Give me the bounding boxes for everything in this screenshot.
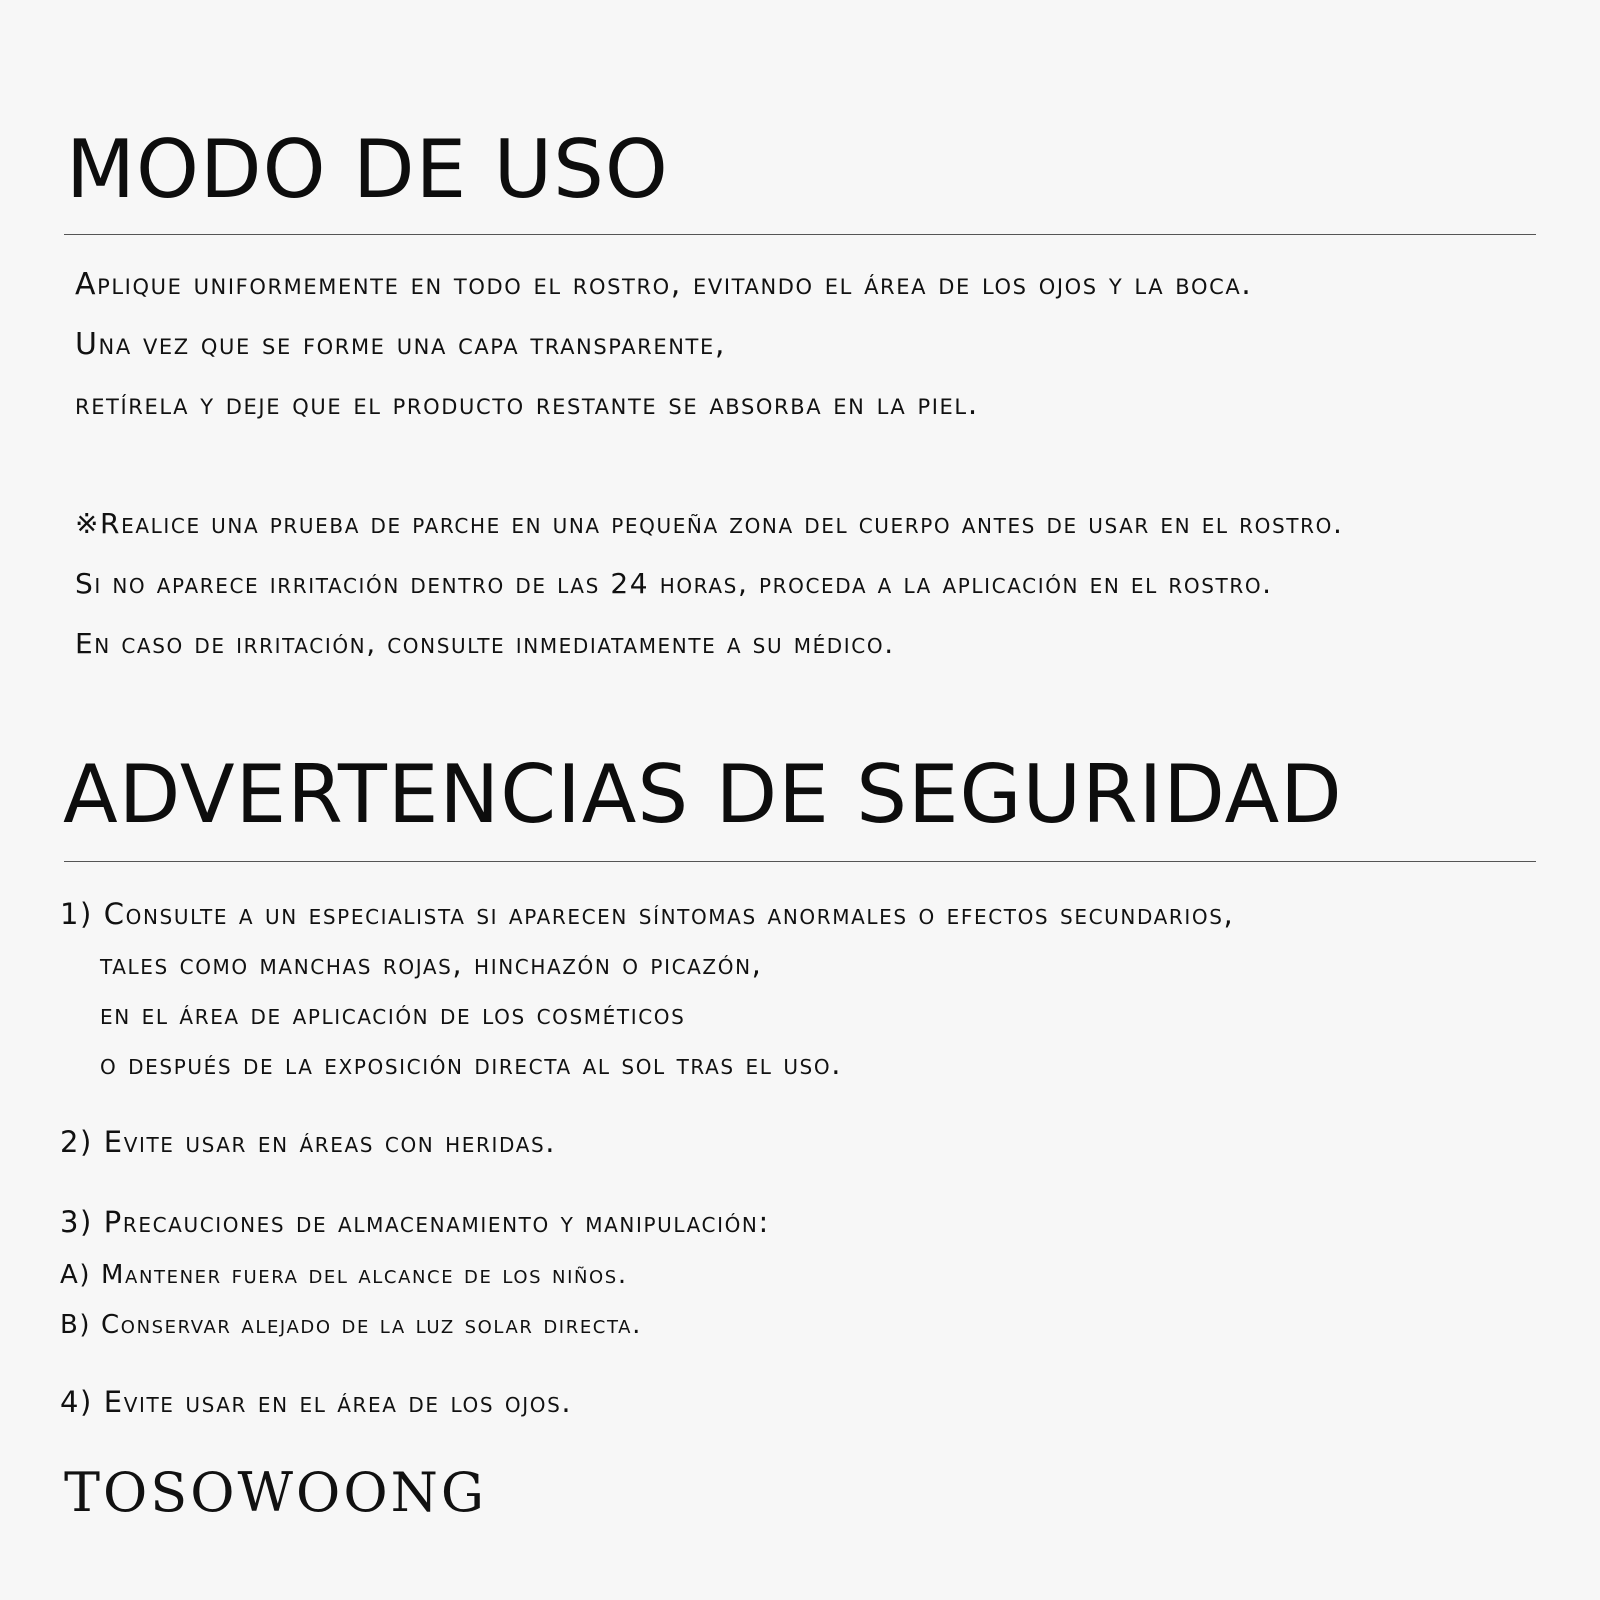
patch-test-note-line-3: En caso de irritación, consulte inmediatamente a su médico. <box>75 627 895 660</box>
warning-item-3-heading: 3) Precauciones de almacenamiento y manipulación: <box>60 1205 770 1239</box>
brand-logo-text: TOSOWOONG <box>64 1461 487 1524</box>
warning-item-1-line-4: o después de la exposición directa al sol tras el uso. <box>100 1047 843 1081</box>
warning-item-1-line-2: tales como manchas rojas, hinchazón o picazón, <box>100 947 763 981</box>
warning-item-3-sub-a: A) Mantener fuera del alcance de los niños. <box>60 1260 628 1290</box>
section-title-advertencias: ADVERTENCIAS DE SEGURIDAD <box>63 748 1343 841</box>
patch-test-note-line-1: ※Realice una prueba de parche en una pequeña zona del cuerpo antes de usar en el rostro. <box>75 507 1344 540</box>
warning-item-1-line-3: en el área de aplicación de los cosméticos <box>100 997 686 1031</box>
usage-line-3: retírela y deje que el producto restante se absorba en la piel. <box>75 387 979 422</box>
warning-item-3-sub-b: B) Conservar alejado de la luz solar directa. <box>60 1310 642 1340</box>
section-divider <box>64 234 1536 235</box>
usage-line-2: Una vez que se forme una capa transparente, <box>75 327 726 362</box>
patch-test-note-line-2: Si no aparece irritación dentro de las 24 horas, proceda a la aplicación en el rostro. <box>75 567 1273 600</box>
section-title-modo-de-uso: MODO DE USO <box>66 123 669 216</box>
warning-item-1-line-1: 1) Consulte a un especialista si aparecen síntomas anormales o efectos secundarios, <box>60 897 1235 931</box>
usage-line-1: Aplique uniformemente en todo el rostro, evitando el área de los ojos y la boca. <box>75 267 1253 302</box>
warning-item-4: 4) Evite usar en el área de los ojos. <box>60 1385 573 1419</box>
section-divider <box>64 861 1536 862</box>
warning-item-2: 2) Evite usar en áreas con heridas. <box>60 1125 557 1159</box>
